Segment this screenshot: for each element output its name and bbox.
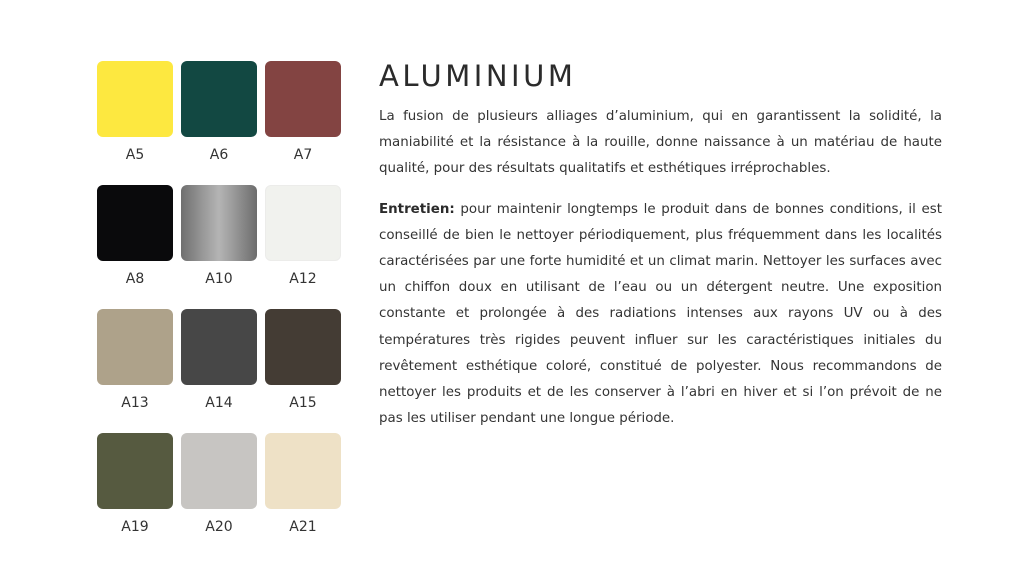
swatch-item: [265, 61, 341, 185]
swatch-item: [181, 309, 257, 433]
swatch-item: [181, 61, 257, 185]
color-swatch: [97, 185, 173, 261]
swatch-code-label: A6: [209, 147, 229, 163]
care-text: pour maintenir longtemps le produit dans de bonnes conditions, il est conseillé de bien le nettoyer périodiquement, plus fréquemment dans les localités caractérisées par une forte humidité et un climat marin. Nettoyer les surfaces avec un chiffon doux en utilisant de l’eau ou un détergent neutre. Une exposition constante et prolongée à des radiations intenses aux rayons UV ou à des températures très rigides peuvent influer sur les caractéristiques initiales du revêtement esthétique coloré, constitué de polyester. Nous recommandons de nettoyer les produits et de les conserver à l’abri en hiver et si l’on prévoit de ne pas les utiliser pendant une longue période.: [379, 201, 942, 427]
color-swatch: [181, 309, 257, 385]
color-swatch: [265, 309, 341, 385]
care-label: Entretien:: [379, 201, 455, 217]
swatch-item: [97, 61, 173, 185]
care-paragraph: [379, 197, 942, 433]
swatch-code-label: A15: [289, 395, 317, 411]
intro-paragraph: La fusion de plusieurs alliages d’aluminium, qui en garantissent la solidité, la maniabilité et la résistance à la rouille, donne naissance à un matériau de haute qualité, pour des résultats qualitatifs et esthétiques irréprochables.: [379, 109, 942, 177]
swatch-code-label: A5: [125, 147, 145, 163]
color-swatch: [265, 61, 341, 137]
color-swatch: [97, 433, 173, 509]
color-swatch-grid: [97, 61, 341, 557]
swatch-code-label: A8: [125, 271, 145, 287]
page-title: ALUMINIUM: [379, 59, 577, 93]
swatch-item: [97, 185, 173, 309]
swatch-item: [265, 433, 341, 557]
swatch-code-label: A20: [205, 519, 233, 535]
description-column: [379, 56, 942, 432]
swatch-item: [181, 433, 257, 557]
swatch-item: [265, 309, 341, 433]
color-swatch: [181, 185, 257, 261]
swatch-item: [181, 185, 257, 309]
swatch-code-label: A21: [289, 519, 317, 535]
swatch-item: [97, 309, 173, 433]
swatch-item: [97, 433, 173, 557]
swatch-code-label: A13: [121, 395, 149, 411]
swatch-code-label: A10: [205, 271, 233, 287]
color-swatch: [97, 61, 173, 137]
swatch-code-label: A12: [289, 271, 317, 287]
color-swatch: [181, 433, 257, 509]
color-swatch: [265, 185, 341, 261]
swatch-code-label: A19: [121, 519, 149, 535]
color-swatch: [181, 61, 257, 137]
color-swatch: [265, 433, 341, 509]
swatch-item: [265, 185, 341, 309]
color-swatch: [97, 309, 173, 385]
swatch-code-label: A7: [293, 147, 313, 163]
swatch-code-label: A14: [205, 395, 233, 411]
